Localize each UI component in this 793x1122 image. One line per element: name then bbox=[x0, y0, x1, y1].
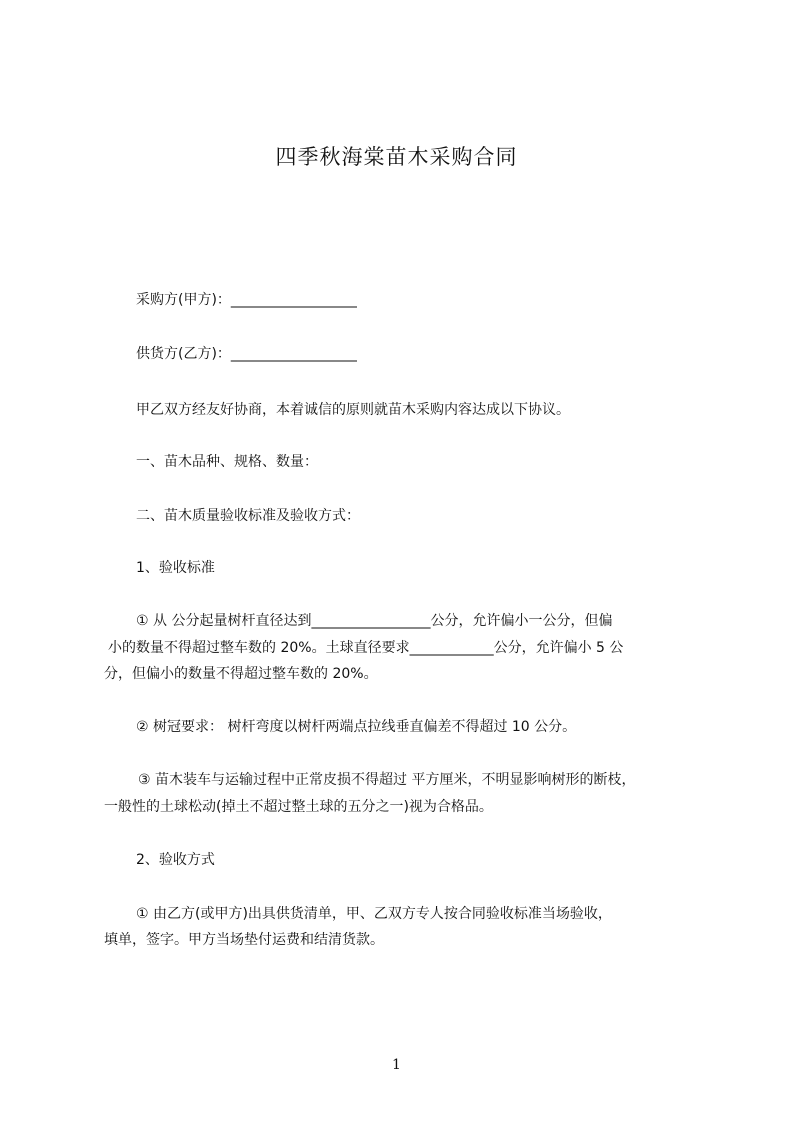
section-heading-quality: 二、苗木质量验收标准及验收方式： bbox=[136, 508, 360, 524]
standard-item-3-line-1: ③ 苗木装车与运输过程中正常皮损不得超过 平方厘米，不明显影响树形的断枝， bbox=[138, 772, 636, 788]
standard-item-1-line-1: ① 从 公分起量树杆直径达到_________________公分，允许偏小一公分，但偏 bbox=[136, 613, 613, 629]
party-b-line: 供货方(乙方)：__________________ bbox=[136, 346, 357, 362]
standard-item-1-line-3: 分，但偏小的数量不得超过整车数的 20%。 bbox=[104, 666, 378, 682]
method-item-1-line-1: ① 由乙方(或甲方)出具供货清单，甲、乙双方专人按合同验收标准当场验收， bbox=[136, 906, 612, 922]
standard-item-1-line-2: 小的数量不得超过整车数的 20%。土球直径要求____________公分，允许偏小 5 公 bbox=[108, 640, 624, 656]
standard-item-3-line-2: 一般性的土球松动(掉土不超过整土球的五分之一)视为合格品。 bbox=[104, 799, 493, 815]
subheading-acceptance-standard: 1、验收标准 bbox=[136, 560, 215, 576]
page-number: 1 bbox=[392, 1057, 401, 1073]
subheading-acceptance-method: 2、验收方式 bbox=[136, 852, 215, 868]
party-a-line: 采购方(甲方)：__________________ bbox=[136, 292, 357, 308]
section-heading-varieties: 一、苗木品种、规格、数量： bbox=[136, 454, 318, 470]
standard-item-2: ② 树冠要求： 树杆弯度以树杆两端点拉线垂直偏差不得超过 10 公分。 bbox=[136, 719, 577, 735]
document-title: 四季秋海棠苗木采购合同 bbox=[275, 145, 518, 169]
method-item-1-line-2: 填单，签字。甲方当场垫付运费和结清货款。 bbox=[104, 932, 384, 948]
intro-paragraph: 甲乙双方经友好协商，本着诚信的原则就苗木采购内容达成以下协议。 bbox=[136, 402, 570, 418]
